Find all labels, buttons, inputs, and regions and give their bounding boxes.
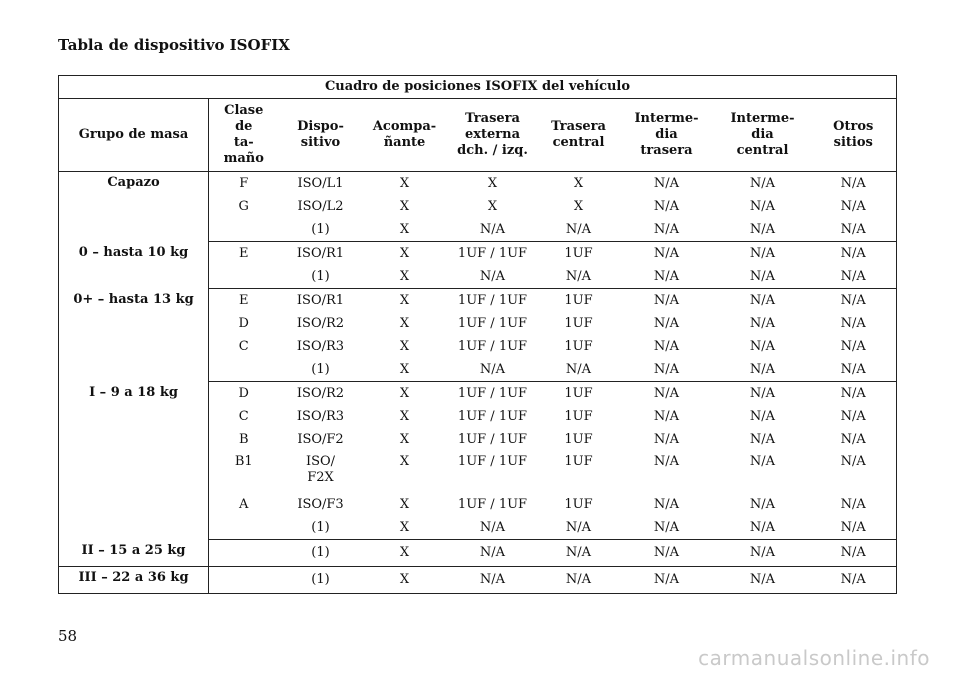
table-cell: X [399,198,410,214]
table-cell: ISO/F3 [297,496,344,512]
table-cell: N/A [619,218,715,242]
table-cell: X [399,175,410,191]
table-cell: (1) [279,540,363,567]
table-cell: N/A [653,292,680,308]
table-cell: C [238,408,249,424]
table-cell: X [573,175,584,191]
table-caption: Cuadro de posiciones ISOFIX del vehículo [59,76,897,99]
table-cell: E [239,245,249,261]
table-cell: N/A [749,496,776,512]
table-cell: ISO/R1 [296,292,345,308]
table-cell: 1UF [564,454,593,469]
table-cell: N/A [447,218,539,242]
table-cell: X [363,265,447,289]
table-cell: N/A [811,218,897,242]
table-cell: (1) [279,516,363,540]
table-cell: ISO/R3 [296,338,345,354]
table-cell: N/A [715,265,811,289]
table-cell [209,265,279,289]
table-cell: N/A [840,198,866,214]
table-cell: N/A [840,338,866,354]
table-cell: N/A [749,292,776,308]
table-cell: N/A [447,540,539,567]
table-cell: N/A [715,566,811,593]
table-cell: N/A [715,218,811,242]
table-cell: (1) [279,358,363,382]
watermark: carmanualsonline.info [698,646,930,670]
table-cell: N/A [539,218,619,242]
table-cell: A [239,496,249,512]
table-cell: ISO/L1 [297,175,344,191]
table-cell: N/A [811,540,897,567]
mass-group-cell: Capazo [59,172,209,242]
mass-group-cell: II – 15 a 25 kg [59,540,209,567]
table-cell: B [238,431,249,447]
table-cell: N/A [447,566,539,593]
table-cell: N/A [840,385,866,401]
table-cell: N/A [811,566,897,593]
table-cell: 1UF / 1UF [457,408,528,424]
table-cell: N/A [840,245,866,261]
table-cell: X [399,292,410,308]
table-cell: B1 [234,454,253,469]
table-cell: E [239,292,249,308]
table-cell: 1UF [564,496,593,512]
table-body [59,172,897,594]
table-cell: N/A [653,315,680,331]
table-cell: ISO/ F2X [305,454,336,485]
table-cell: N/A [840,292,866,308]
mass-group-cell: 0 – hasta 10 kg [59,242,209,289]
column-header: Clase de ta- maño [209,99,279,172]
table-cell: 1UF [564,245,593,261]
column-header: Dispo- sitivo [279,99,363,172]
column-header: Acompa- ñante [363,99,447,172]
table-cell: N/A [539,516,619,540]
table-row [59,289,897,313]
table-cell: F [239,175,249,191]
table-cell: N/A [840,175,866,191]
table-cell: N/A [539,540,619,567]
table-cell: X [399,338,410,354]
table-cell: N/A [811,265,897,289]
table-cell: 1UF [564,408,593,424]
table-cell: N/A [653,338,680,354]
table-cell: 1UF [564,431,593,447]
table-cell: X [399,454,410,469]
table-cell [209,566,279,593]
page-number: 58 [58,627,78,645]
table-cell: D [238,315,249,331]
table-cell: X [399,385,410,401]
table-cell: N/A [539,265,619,289]
table-cell: N/A [811,516,897,540]
column-header: Interme- dia central [715,99,811,172]
table-cell: X [573,198,584,214]
table-cell: (1) [279,566,363,593]
table-cell: 1UF / 1UF [457,338,528,354]
table-cell: N/A [653,408,680,424]
table-cell: N/A [447,358,539,382]
table-cell: N/A [840,496,866,512]
table-row [59,540,897,567]
table-cell: X [399,496,410,512]
column-header: Grupo de masa [59,99,209,172]
table-cell: D [238,385,249,401]
table-cell [209,540,279,567]
table-cell: X [399,245,410,261]
table-cell: 1UF / 1UF [457,315,528,331]
page-heading: Tabla de dispositivo ISOFIX [58,36,290,54]
table-cell: ISO/R1 [296,245,345,261]
table-cell: N/A [811,358,897,382]
table-cell: 1UF / 1UF [457,292,528,308]
table-cell: 1UF / 1UF [457,385,528,401]
mass-group-cell: 0+ – hasta 13 kg [59,289,209,382]
table-cell: N/A [539,566,619,593]
table-cell: 1UF / 1UF [457,496,528,512]
table-cell: N/A [619,516,715,540]
table-cell: N/A [840,408,866,424]
table-cell: N/A [619,358,715,382]
column-header: Otros sitios [811,99,897,172]
table-cell: X [487,175,498,191]
table-cell [209,358,279,382]
table-cell: 1UF [564,315,593,331]
table-cell: X [363,516,447,540]
table-cell: 1UF / 1UF [457,245,528,261]
table-cell: N/A [539,358,619,382]
table-cell: G [238,198,249,214]
table-cell: N/A [619,265,715,289]
table-cell: X [363,218,447,242]
table-cell: N/A [840,315,866,331]
table-cell: N/A [653,175,680,191]
table-cell: N/A [653,496,680,512]
table-cell: N/A [749,198,776,214]
table-cell: N/A [653,245,680,261]
table-cell: ISO/R2 [296,385,345,401]
table-cell: C [238,338,249,354]
table-cell: 1UF / 1UF [457,454,528,469]
table-cell: N/A [749,408,776,424]
table-cell: N/A [749,338,776,354]
column-header: Interme- dia trasera [619,99,715,172]
column-header-row [59,99,897,172]
table-cell: N/A [619,540,715,567]
column-header: Trasera externa dch. / izq. [447,99,539,172]
table-cell [209,516,279,540]
table-cell: N/A [715,540,811,567]
table-cell: N/A [447,516,539,540]
column-header: Trasera central [539,99,619,172]
table-cell: ISO/R2 [296,315,345,331]
table-cell: N/A [749,175,776,191]
mass-group-cell: III – 22 a 36 kg [59,566,209,593]
table-row [59,566,897,593]
mass-group-cell: I – 9 a 18 kg [59,382,209,540]
table-cell: N/A [840,431,866,447]
table-cell: 1UF [564,338,593,354]
table-cell: ISO/R3 [296,408,345,424]
table-cell: X [487,198,498,214]
table-cell: N/A [749,454,776,469]
table-cell: X [363,540,447,567]
table-row [59,172,897,196]
table-cell: N/A [749,385,776,401]
table-cell: N/A [619,566,715,593]
table-cell: N/A [749,315,776,331]
table-cell: N/A [653,454,680,469]
table-cell: 1UF [564,292,593,308]
table-cell: X [399,408,410,424]
table-cell: ISO/L2 [297,198,344,214]
table-cell: X [363,566,447,593]
table-cell: 1UF [564,385,593,401]
table-cell: N/A [749,431,776,447]
table-row [59,382,897,406]
table-cell: X [399,431,410,447]
table-row [59,242,897,266]
isofix-positions-table [58,75,897,594]
table-cell: 1UF / 1UF [457,431,528,447]
table-cell: N/A [653,431,680,447]
table-cell: (1) [279,265,363,289]
table-cell: N/A [653,385,680,401]
table-cell: X [399,315,410,331]
table-cell: N/A [715,358,811,382]
table-cell: N/A [715,516,811,540]
table-cell: N/A [749,245,776,261]
table-cell: N/A [447,265,539,289]
table-cell [209,218,279,242]
table-cell: N/A [653,198,680,214]
table-cell: (1) [279,218,363,242]
table-cell: X [363,358,447,382]
table-cell: ISO/F2 [297,431,344,447]
table-cell: N/A [840,454,866,469]
